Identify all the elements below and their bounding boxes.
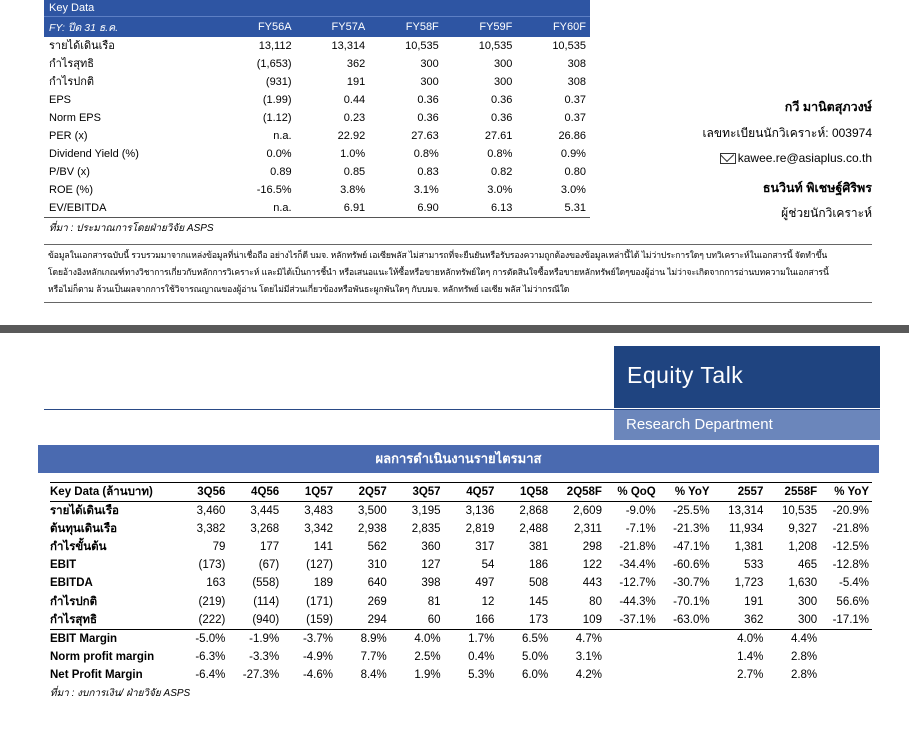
row-value: 5.3% bbox=[468, 668, 495, 681]
row-value: 4.7% bbox=[575, 632, 602, 645]
row-value: 2,938 bbox=[358, 523, 387, 536]
row-value: 4.2% bbox=[575, 668, 602, 681]
row-value: 4.0% bbox=[737, 632, 764, 645]
row-value: 4.4% bbox=[790, 632, 818, 645]
row-value: 173 bbox=[528, 613, 549, 626]
row-value: 362 bbox=[346, 58, 366, 70]
row-value: 1.9% bbox=[414, 668, 441, 681]
quarterly-column-header: 3Q56 bbox=[197, 486, 226, 498]
row-value: 300 bbox=[494, 58, 513, 70]
quarterly-table bbox=[50, 482, 872, 701]
row-label: Dividend Yield (%) bbox=[49, 148, 139, 160]
row-value: 54 bbox=[481, 559, 495, 572]
row-value: 6.90 bbox=[417, 202, 439, 214]
row-value: (931) bbox=[265, 76, 292, 88]
banner-sub bbox=[614, 410, 880, 440]
key-data-table bbox=[44, 0, 590, 236]
row-value: 2,609 bbox=[573, 505, 602, 518]
row-label: ต้นทุนเดินเรือ bbox=[50, 523, 118, 536]
quarterly-row bbox=[50, 502, 872, 520]
row-value: 398 bbox=[421, 577, 441, 590]
row-value: 465 bbox=[797, 559, 818, 572]
row-value: 0.0% bbox=[266, 148, 292, 160]
row-value: 12 bbox=[481, 595, 495, 608]
row-value: 60 bbox=[427, 613, 441, 626]
row-value: 0.44 bbox=[343, 94, 366, 106]
row-value: -47.1% bbox=[673, 541, 710, 554]
row-value: -16.5% bbox=[256, 184, 292, 196]
year-header: FY59F bbox=[479, 21, 513, 33]
quarterly-row bbox=[50, 556, 872, 574]
row-value: 22.92 bbox=[337, 130, 366, 142]
quarterly-source: ที่มา : งบการเงิน/ ฝ่ายวิจัย ASPS bbox=[50, 688, 191, 700]
row-value: 8.4% bbox=[360, 668, 387, 681]
year-header: FY60F bbox=[552, 21, 586, 33]
row-value: 6.0% bbox=[521, 668, 549, 681]
row-value: 79 bbox=[212, 541, 226, 554]
row-value: 3,460 bbox=[196, 505, 226, 518]
disclaimer-line: โดยอ้างอิงหลักเกณฑ์ทางวิชาการเกี่ยวกับหลักการวิเคราะห์ และมิได้เป็นการชี้นำ หรือเสนอแนะให้ซื้อหรือขายหลักทรัพย์ใดๆ การตัดสินใจซื้อหรือขายหลักทรัพย์ใดๆของผู้อ่าน ไม่ว่าจะเกิดจากการอ่านบทความในเอกสารนี้ bbox=[48, 267, 829, 277]
row-value: 13,314 bbox=[331, 40, 366, 52]
key-data-source: ที่มา : ประมาณการโดยฝ่ายวิจัย ASPS bbox=[49, 223, 214, 234]
row-label: Norm profit margin bbox=[50, 650, 155, 663]
key-data-row bbox=[44, 37, 590, 55]
row-value: 640 bbox=[367, 577, 387, 590]
row-value: 310 bbox=[367, 559, 387, 572]
row-value: 300 bbox=[420, 58, 439, 70]
row-value: 9,327 bbox=[788, 523, 818, 536]
row-value: 186 bbox=[528, 559, 549, 572]
row-value: 0.36 bbox=[417, 112, 439, 124]
key-data-row bbox=[44, 127, 590, 145]
row-label: EBIT Margin bbox=[50, 632, 118, 645]
key-data-row bbox=[44, 145, 590, 163]
key-data-row bbox=[44, 109, 590, 127]
row-value: -5.0% bbox=[195, 632, 226, 645]
row-value: 0.37 bbox=[564, 94, 586, 106]
row-value: 0.89 bbox=[270, 166, 292, 178]
row-value: -44.3% bbox=[619, 595, 656, 608]
row-value: -6.3% bbox=[195, 650, 226, 663]
row-value: -7.1% bbox=[625, 523, 656, 536]
row-value: 3,445 bbox=[250, 505, 280, 518]
row-value: 0.82 bbox=[490, 166, 513, 178]
row-label: กำไรขั้นต้น bbox=[50, 541, 107, 554]
row-value: 122 bbox=[582, 559, 602, 572]
row-value: 362 bbox=[744, 613, 764, 626]
row-value: 3,268 bbox=[250, 523, 280, 536]
key-data-row bbox=[44, 73, 590, 91]
row-value: 27.63 bbox=[411, 130, 439, 142]
row-value bbox=[820, 648, 872, 666]
banner bbox=[614, 346, 880, 408]
row-value: 300 bbox=[494, 76, 513, 88]
banner-subtitle: Research Department bbox=[626, 416, 773, 433]
row-value: 1,723 bbox=[734, 577, 764, 590]
row-value: (171) bbox=[306, 595, 333, 608]
row-value: 1.4% bbox=[737, 650, 764, 663]
row-value: 7.7% bbox=[360, 650, 387, 663]
row-value: 298 bbox=[582, 541, 602, 554]
quarterly-row bbox=[50, 574, 872, 592]
year-header: FY57A bbox=[331, 21, 366, 33]
quarterly-row bbox=[50, 520, 872, 538]
banner-title: Equity Talk bbox=[627, 362, 744, 388]
row-value: (1.99) bbox=[262, 94, 292, 106]
row-value: 27.61 bbox=[484, 130, 513, 142]
row-value: 317 bbox=[475, 541, 495, 554]
row-value bbox=[659, 666, 713, 684]
row-label: กำไรสุทธิ bbox=[49, 58, 94, 70]
quarterly-row bbox=[50, 538, 872, 556]
row-value: 3.0% bbox=[487, 184, 513, 196]
row-value: 294 bbox=[367, 613, 387, 626]
row-value: -6.4% bbox=[195, 668, 226, 681]
row-value: 0.37 bbox=[564, 112, 586, 124]
fy-label: FY: ปีด 31 ธ.ค. bbox=[49, 21, 119, 34]
page-divider bbox=[0, 325, 909, 333]
row-value: n.a. bbox=[273, 130, 292, 142]
analyst-name: กวี มานิตสุภวงษ์ bbox=[784, 100, 872, 114]
key-data-row bbox=[44, 163, 590, 181]
row-value: -3.3% bbox=[249, 650, 280, 663]
row-value: -5.4% bbox=[838, 577, 870, 590]
row-value: (940) bbox=[252, 613, 280, 626]
row-value: 141 bbox=[313, 541, 333, 554]
quarterly-column-header: 4Q56 bbox=[251, 486, 280, 498]
row-value: -3.7% bbox=[302, 632, 333, 645]
row-value: 533 bbox=[744, 559, 764, 572]
row-value: 2,819 bbox=[465, 523, 495, 536]
row-value: 191 bbox=[346, 76, 366, 88]
row-value: 1,208 bbox=[788, 541, 818, 554]
row-value: -4.9% bbox=[302, 650, 333, 663]
section-title: ผลการดำเนินงานรายไตรมาส bbox=[38, 445, 879, 473]
row-value: 81 bbox=[427, 595, 441, 608]
row-value: -60.6% bbox=[673, 559, 710, 572]
row-value bbox=[605, 630, 659, 648]
row-value: 0.80 bbox=[564, 166, 586, 178]
row-value: (159) bbox=[306, 613, 333, 626]
row-value: 2.8% bbox=[790, 668, 818, 681]
row-value: 2.7% bbox=[737, 668, 764, 681]
row-value: 6.5% bbox=[521, 632, 549, 645]
row-value: (67) bbox=[258, 559, 280, 572]
key-data-header-row bbox=[44, 16, 590, 37]
row-label: EPS bbox=[49, 94, 72, 106]
row-value: 0.4% bbox=[468, 650, 495, 663]
row-label: Net Profit Margin bbox=[50, 668, 143, 681]
row-value: 13,112 bbox=[258, 40, 292, 52]
row-value: 308 bbox=[567, 58, 586, 70]
row-value: 0.36 bbox=[417, 94, 439, 106]
key-data-title: Key Data bbox=[44, 0, 590, 16]
row-value: -34.4% bbox=[619, 559, 656, 572]
row-value: -63.0% bbox=[673, 613, 710, 626]
row-value: 2.5% bbox=[414, 650, 441, 663]
year-header: FY58F bbox=[405, 21, 439, 33]
row-value: 0.8% bbox=[413, 148, 439, 160]
row-value: -20.9% bbox=[832, 505, 870, 518]
row-value: -4.6% bbox=[302, 668, 333, 681]
row-value: 3,500 bbox=[358, 505, 387, 518]
row-value: 5.0% bbox=[521, 650, 549, 663]
row-value: 269 bbox=[367, 595, 387, 608]
row-value: 2,868 bbox=[519, 505, 549, 518]
quarterly-column-header: 1Q58 bbox=[520, 486, 549, 498]
row-value: -21.8% bbox=[832, 523, 870, 536]
row-value: 3.8% bbox=[340, 184, 366, 196]
row-value: -37.1% bbox=[619, 613, 656, 626]
row-value: -1.9% bbox=[249, 632, 280, 645]
quarterly-column-header: % YoY bbox=[674, 486, 710, 498]
row-label: EBITDA bbox=[50, 577, 93, 590]
row-value bbox=[605, 648, 659, 666]
row-value: 10,535 bbox=[781, 505, 818, 518]
row-value: 177 bbox=[260, 541, 280, 554]
row-value: 56.6% bbox=[836, 595, 870, 608]
key-data-row bbox=[44, 181, 590, 199]
row-label: ROE (%) bbox=[49, 184, 93, 196]
row-value: 508 bbox=[528, 577, 549, 590]
row-value: (127) bbox=[306, 559, 333, 572]
row-value: 3,136 bbox=[465, 505, 495, 518]
row-label: P/BV (x) bbox=[49, 166, 90, 178]
row-value: 1,381 bbox=[734, 541, 764, 554]
row-value bbox=[659, 648, 713, 666]
row-value: (173) bbox=[198, 559, 226, 572]
row-value: -30.7% bbox=[673, 577, 710, 590]
key-data-row bbox=[44, 55, 590, 73]
row-value: -12.7% bbox=[619, 577, 656, 590]
mail-icon bbox=[720, 153, 736, 164]
row-value: 0.36 bbox=[490, 94, 513, 106]
row-label: Norm EPS bbox=[49, 112, 101, 124]
row-value: 5.31 bbox=[564, 202, 586, 214]
row-label: EV/EBITDA bbox=[49, 202, 107, 214]
row-value: 2,835 bbox=[411, 523, 441, 536]
row-value: 2,311 bbox=[574, 523, 602, 536]
row-value: 189 bbox=[313, 577, 333, 590]
row-label: กำไรปกติ bbox=[50, 595, 98, 608]
row-value: 3,342 bbox=[304, 523, 333, 536]
row-value: 163 bbox=[206, 577, 226, 590]
quarterly-row bbox=[50, 666, 872, 684]
row-value: 13,314 bbox=[728, 505, 764, 518]
row-label: PER (x) bbox=[49, 130, 88, 142]
row-label: กำไรปกติ bbox=[49, 76, 95, 88]
row-value: 2.8% bbox=[790, 650, 818, 663]
quarterly-rows bbox=[50, 502, 872, 684]
disclaimer bbox=[44, 244, 872, 303]
row-value: 10,535 bbox=[405, 40, 439, 52]
quarterly-column-header: 3Q57 bbox=[412, 486, 441, 498]
quarterly-column-header: 2Q57 bbox=[358, 486, 387, 498]
row-value: -21.8% bbox=[619, 541, 656, 554]
row-value: 3.1% bbox=[413, 184, 439, 196]
row-value: 10,535 bbox=[478, 40, 513, 52]
row-label: EBIT bbox=[50, 559, 77, 572]
row-value: 381 bbox=[528, 541, 549, 554]
quarterly-header-label: Key Data (ล้านบาท) bbox=[50, 486, 153, 498]
quarterly-row bbox=[50, 648, 872, 666]
row-value: 497 bbox=[475, 577, 495, 590]
quarterly-header-row bbox=[50, 482, 872, 502]
quarterly-column-header: 1Q57 bbox=[304, 486, 333, 498]
row-value: -17.1% bbox=[832, 613, 870, 626]
key-data-rows bbox=[44, 37, 590, 218]
row-value: 1,630 bbox=[788, 577, 818, 590]
row-value: 0.23 bbox=[343, 112, 366, 124]
row-value: 300 bbox=[420, 76, 439, 88]
row-value: 3.0% bbox=[560, 184, 586, 196]
assistant-name: ธนวินท์ พิเชษฐ์ศิริพร bbox=[762, 181, 872, 195]
row-value: -12.5% bbox=[832, 541, 870, 554]
analyst-email-line bbox=[720, 151, 872, 165]
row-value: 3,483 bbox=[304, 505, 333, 518]
row-value: 2,488 bbox=[519, 523, 549, 536]
row-value: 3,382 bbox=[196, 523, 226, 536]
row-value: 80 bbox=[589, 595, 602, 608]
row-value: (558) bbox=[252, 577, 280, 590]
row-value: 443 bbox=[582, 577, 602, 590]
quarterly-row bbox=[50, 593, 872, 611]
row-value: 4.0% bbox=[414, 632, 441, 645]
row-value: 360 bbox=[421, 541, 441, 554]
disclaimer-line: ข้อมูลในเอกสารฉบับนี้ รวบรวมมาจากแหล่งข้อมูลที่น่าเชื่อถือ อย่างไรก็ดี บมจ. หลักทรัพย์ เอเซียพลัส ไม่สามารถที่จะยืนยันหรือรับรองความถูกต้องของข้อมูลเหล่านี้ได้ ไม่ว่าประการใดๆ บทวิเคราะห์ในเอกสารนี้ จัดทำขึ้น bbox=[48, 250, 828, 260]
row-value: -25.5% bbox=[673, 505, 710, 518]
row-value: 300 bbox=[797, 595, 818, 608]
row-value: -12.8% bbox=[832, 559, 870, 572]
row-value: 0.85 bbox=[343, 166, 366, 178]
row-value: 0.9% bbox=[560, 148, 586, 160]
row-value: 1.0% bbox=[340, 148, 366, 160]
row-value: -21.3% bbox=[673, 523, 710, 536]
row-label: กำไรสุทธิ bbox=[50, 613, 97, 626]
row-label: รายได้เดินเรือ bbox=[50, 505, 119, 518]
row-value: 127 bbox=[421, 559, 441, 572]
row-value: 3,195 bbox=[411, 505, 441, 518]
analyst-email[interactable]: kawee.re@asiaplus.co.th bbox=[737, 151, 872, 165]
row-value: n.a. bbox=[273, 202, 292, 214]
row-value bbox=[659, 630, 713, 648]
row-value: 0.8% bbox=[487, 148, 513, 160]
row-value: -27.3% bbox=[242, 668, 280, 681]
row-value: 308 bbox=[567, 76, 586, 88]
row-value: (1,653) bbox=[256, 58, 292, 70]
quarterly-column-header: 2558F bbox=[784, 486, 818, 498]
row-value: 6.91 bbox=[343, 202, 366, 214]
quarterly-column-header: 4Q57 bbox=[466, 486, 495, 498]
quarterly-row bbox=[50, 630, 872, 648]
row-value: (219) bbox=[198, 595, 226, 608]
row-value: 8.9% bbox=[360, 632, 387, 645]
row-value: (222) bbox=[198, 613, 226, 626]
assistant-title: ผู้ช่วยนักวิเคราะห์ bbox=[781, 206, 872, 220]
row-value: 562 bbox=[367, 541, 387, 554]
key-data-row bbox=[44, 91, 590, 109]
row-value: 10,535 bbox=[552, 40, 586, 52]
row-value: 6.13 bbox=[490, 202, 513, 214]
row-value: 11,934 bbox=[729, 523, 764, 536]
disclaimer-line: หรือไม่ก็ตาม ล้วนเป็นผลจากการใช้วิจารณญาณของผู้อ่าน โดยไม่มีส่วนเกี่ยวข้องหรือพันธะผูกพันใดๆ กับบมจ. หลักทรัพย์ เอเซีย พลัส ไม่ว่ากรณีใด bbox=[48, 284, 570, 294]
row-value: -9.0% bbox=[625, 505, 656, 518]
row-value: 3.1% bbox=[575, 650, 602, 663]
year-headers bbox=[222, 21, 590, 33]
row-value: 1.7% bbox=[468, 632, 495, 645]
key-data-row bbox=[44, 199, 590, 218]
row-value: (1.12) bbox=[262, 112, 292, 124]
year-header: FY56A bbox=[257, 21, 292, 33]
row-value: (114) bbox=[253, 595, 280, 608]
row-value: 145 bbox=[528, 595, 549, 608]
row-label: รายได้เดินเรือ bbox=[49, 40, 115, 52]
row-value bbox=[605, 666, 659, 684]
quarterly-column-header: % QoQ bbox=[617, 486, 656, 498]
quarterly-row bbox=[50, 611, 872, 630]
row-value: 0.83 bbox=[417, 166, 439, 178]
row-value: 109 bbox=[582, 613, 602, 626]
quarterly-column-header: % YoY bbox=[834, 486, 870, 498]
row-value: 191 bbox=[744, 595, 764, 608]
row-value: -70.1% bbox=[673, 595, 710, 608]
row-value bbox=[820, 666, 872, 684]
row-value: 166 bbox=[475, 613, 495, 626]
analyst-reg: เลขทะเบียนนักวิเคราะห์: 003974 bbox=[702, 126, 872, 140]
row-value bbox=[820, 630, 872, 648]
row-value: 300 bbox=[797, 613, 818, 626]
row-value: 0.36 bbox=[490, 112, 513, 124]
row-value: 26.86 bbox=[558, 130, 586, 142]
quarterly-column-header: 2557 bbox=[737, 486, 764, 498]
quarterly-column-header: 2Q58F bbox=[566, 486, 602, 498]
